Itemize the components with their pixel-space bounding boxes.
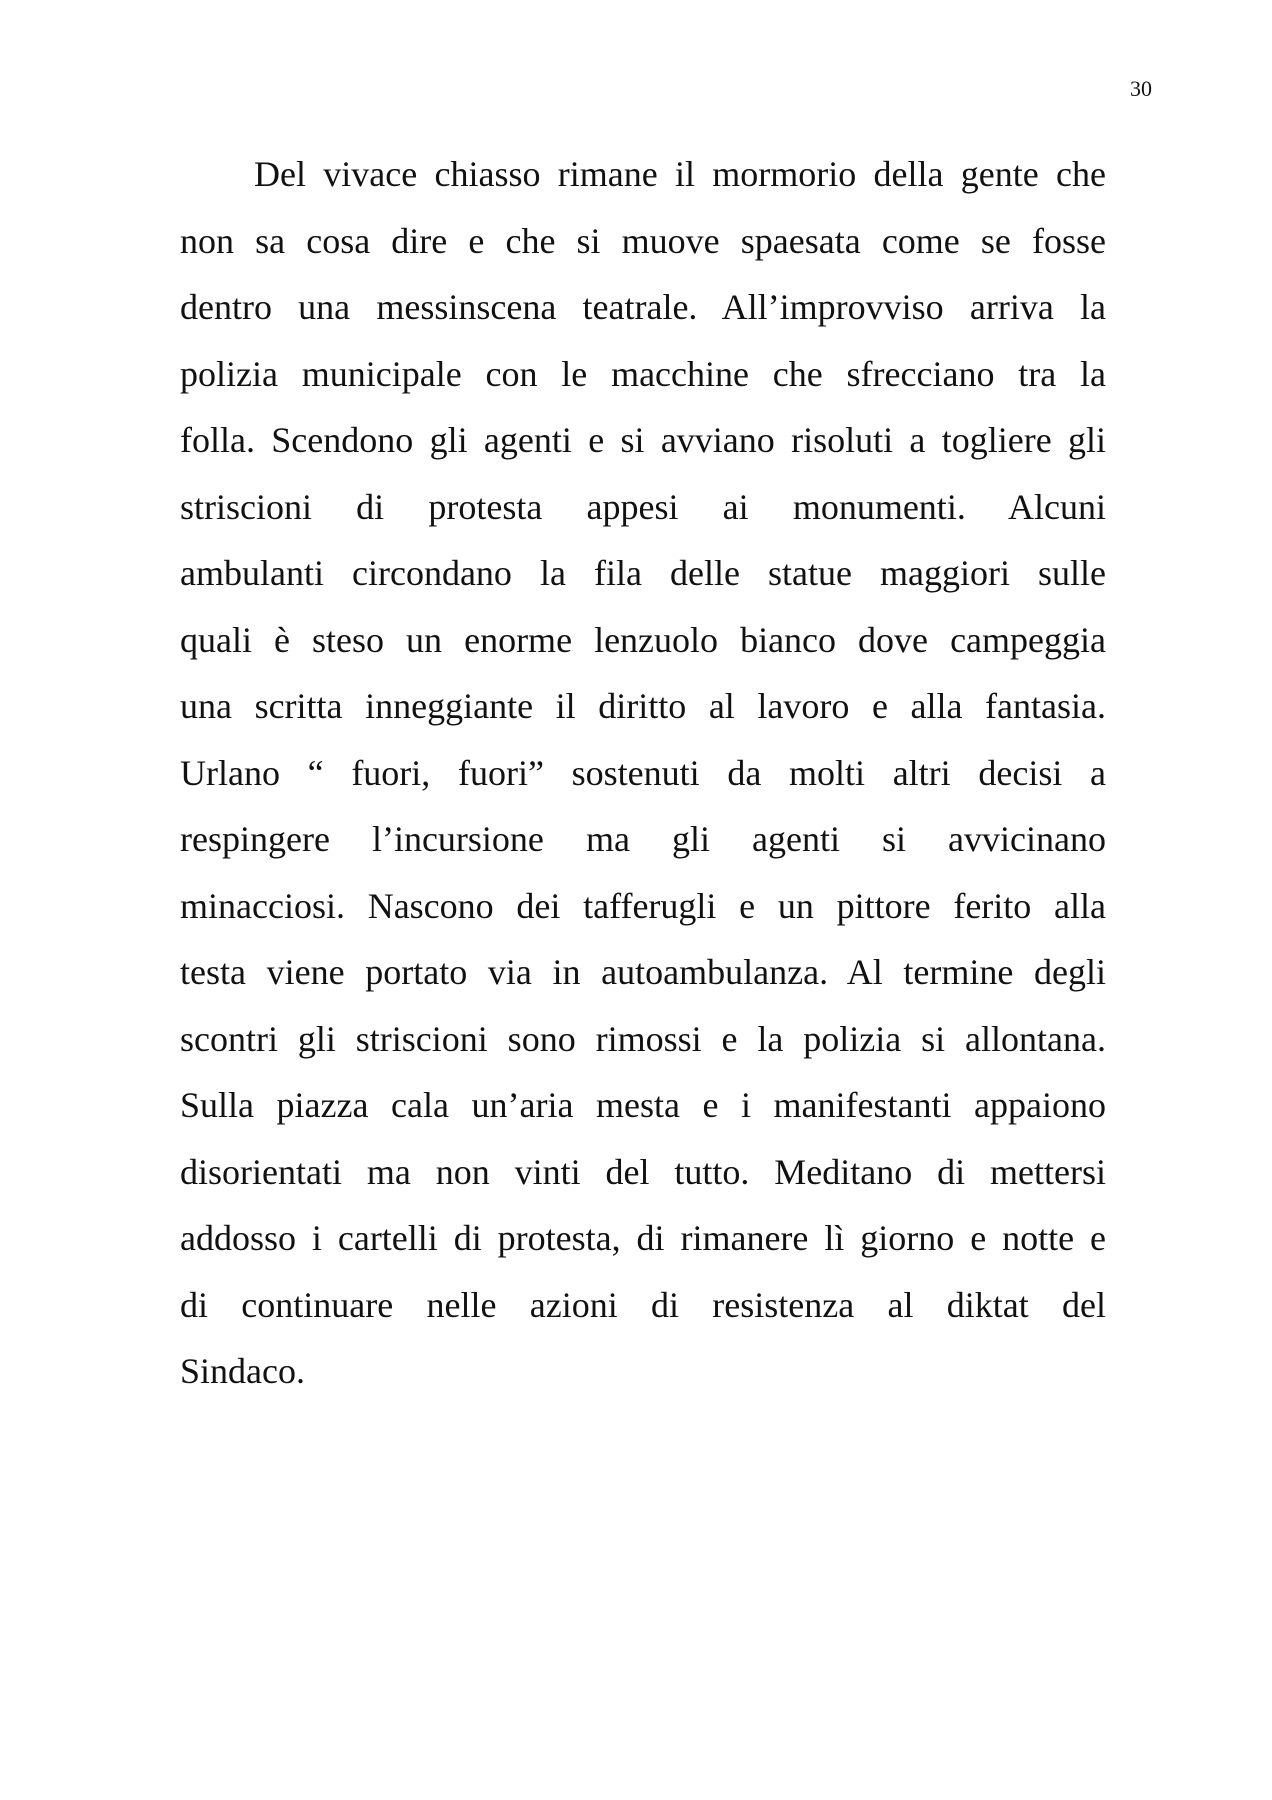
text-line: polizia municipale con le macchine che sfrecciano tra la bbox=[180, 353, 1106, 394]
page-number: 30 bbox=[1130, 76, 1152, 101]
text-line: Del vivace chiasso rimane il mormorio della gente che bbox=[254, 154, 1106, 194]
text-line: di continuare nelle azioni di resistenza al diktat del bbox=[180, 1284, 1106, 1325]
text-line: Sindaco. bbox=[180, 1351, 305, 1391]
text-line: minacciosi. Nascono dei tafferugli e un pittore ferito alla bbox=[180, 885, 1106, 926]
text-line: Sulla piazza cala un’aria mesta e i manifestanti appaiono bbox=[180, 1085, 1106, 1125]
text-line: testa viene portato via in autoambulanza. Al termine degli bbox=[180, 952, 1106, 992]
text-line: scontri gli striscioni sono rimossi e la polizia si allontana. bbox=[180, 1018, 1106, 1059]
body-paragraph bbox=[180, 141, 1106, 1405]
text-line: disorientati ma non vinti del tutto. Meditano di mettersi bbox=[180, 1151, 1106, 1192]
text-line: respingere l’incursione ma gli agenti si avvicinano bbox=[180, 819, 1106, 859]
text-line: ambulanti circondano la fila delle statue maggiori sulle bbox=[180, 553, 1106, 593]
text-line: Urlano “ fuori, fuori” sostenuti da molti altri decisi a bbox=[180, 752, 1106, 793]
text-line: una scritta inneggiante il diritto al lavoro e alla fantasia. bbox=[180, 686, 1106, 726]
text-line: quali è steso un enorme lenzuolo bianco dove campeggia bbox=[180, 619, 1106, 660]
text-line: dentro una messinscena teatrale. All’improvviso arriva la bbox=[180, 287, 1106, 327]
text-line: folla. Scendono gli agenti e si avviano risoluti a togliere gli bbox=[180, 420, 1106, 460]
text-line: non sa cosa dire e che si muove spaesata come se fosse bbox=[180, 220, 1106, 261]
text-line: striscioni di protesta appesi ai monumenti. Alcuni bbox=[180, 486, 1106, 527]
text-line: addosso i cartelli di protesta, di rimanere lì giorno e notte e bbox=[180, 1218, 1106, 1258]
